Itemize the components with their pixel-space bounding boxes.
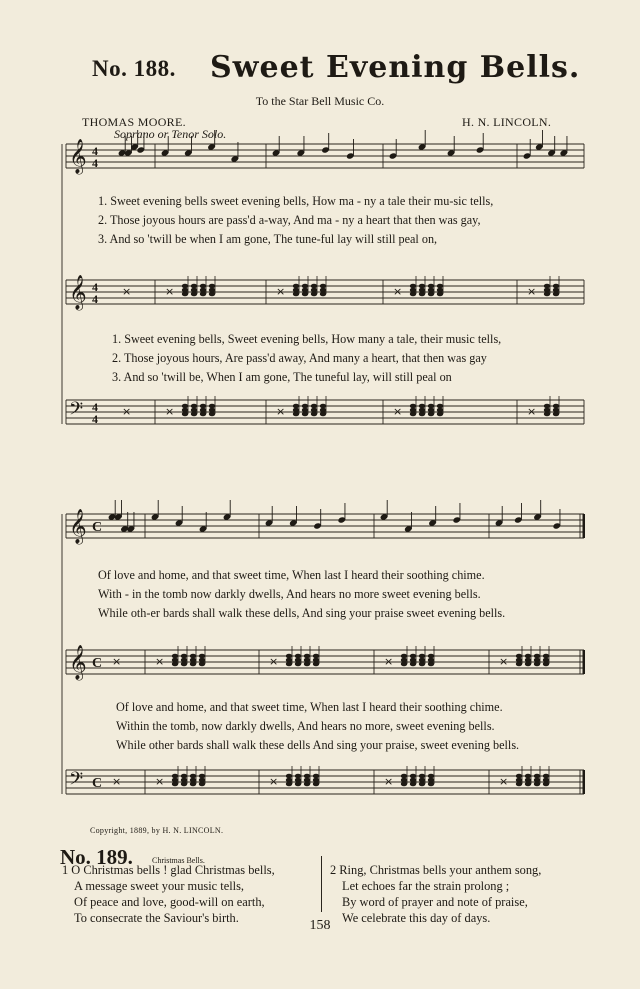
chord-note [516,654,522,659]
chord-note [401,658,407,663]
hymn-189-verse-1 [62,862,275,926]
chord-note [410,284,416,289]
chord-note [544,404,550,409]
rest-icon: × [112,655,122,668]
chord-note [428,782,434,787]
chord-note [286,782,292,787]
verse-line: We celebrate this day of days. [342,911,491,925]
chord-note [293,408,299,413]
chord-note [311,404,317,409]
verse-line: Let echoes far the strain prolong ; [342,879,510,893]
chord-note [516,778,522,783]
chord-note [200,408,206,413]
chord-note [401,778,407,783]
chord-note [544,408,550,413]
chord-note [181,778,187,783]
chord-note [428,778,434,783]
chord-note [191,292,197,297]
chord-note [320,288,326,293]
rest-icon: × [393,285,403,298]
chord-note [419,284,425,289]
lyric-line: 2. Those joyous hours are pass'd a-way, And ma - ny a heart that then was gay, [98,213,481,227]
chord-note [428,654,434,659]
chord-note [302,284,308,289]
chord-note [286,774,292,779]
chord-note [428,412,434,417]
hymn-189-number: No. 189. [60,845,133,869]
chord-note [172,774,178,779]
chord-note [516,662,522,667]
lyric-line: While oth-er bards shall walk these dells, And sing your praise sweet evening bells. [98,606,506,620]
chord-note [199,654,205,659]
chord-note [304,662,310,667]
chord-note [544,292,550,297]
chord-note [428,288,434,293]
lyric-line: Of love and home, and that sweet time, When last I heard their soothing chime. [98,568,485,582]
chord-note [437,288,443,293]
chord-note [311,288,317,293]
rest-icon: × [155,775,165,788]
lyric-line: Within the tomb, now darkly dwells, And hears no more, sweet evening bells. [116,719,495,733]
chord-note [172,654,178,659]
chord-note [553,412,559,417]
chord-note [304,782,310,787]
chord-note [302,288,308,293]
chord-note [190,778,196,783]
verse-line: A message sweet your music tells, [74,879,244,893]
chord-note [172,782,178,787]
chord-note [419,658,425,663]
system2-chorus-lyrics [116,698,519,755]
chord-note [172,662,178,667]
chord-note [295,774,301,779]
chord-note [182,284,188,289]
chord-note [182,404,188,409]
chord-note [311,284,317,289]
chord-note [304,778,310,783]
final-barline [583,514,586,538]
rest-icon: × [527,285,537,298]
chord-note [543,658,549,663]
composer-credit: H. N. LINCOLN. [462,115,552,129]
lyric-line: Of love and home, and that sweet time, When last I heard their soothing chime. [116,700,503,714]
chord-note [182,288,188,293]
chord-note [410,654,416,659]
chord-note [302,408,308,413]
chord-note [428,774,434,779]
chord-note [293,292,299,297]
chord-note [410,774,416,779]
chord-note [320,408,326,413]
chord-note [525,774,531,779]
chord-note [200,404,206,409]
chord-note [410,292,416,297]
chord-note [320,292,326,297]
chord-note [209,408,215,413]
chord-note [295,782,301,787]
lyric-line: 3. And so 'twill be when I am gone, The tune-ful lay will still peal on, [98,232,438,246]
chord-note [209,292,215,297]
rest-icon: × [499,775,509,788]
chord-note [313,654,319,659]
chord-note [182,412,188,417]
time-signature-bottom: 4 [92,156,98,170]
chord-note [190,774,196,779]
chord-note [293,288,299,293]
treble-clef-icon: 𝄞 [69,139,87,174]
poet-credit: THOMAS MOORE. [82,115,186,129]
page-number: 158 [309,918,331,933]
chord-note [410,778,416,783]
chord-note [181,774,187,779]
chord-note [182,292,188,297]
chord-note [437,404,443,409]
chord-note [199,778,205,783]
treble-clef-icon: 𝄞 [69,275,87,310]
chord-note [295,654,301,659]
time-signature-top: 4 [92,400,98,414]
chord-note [525,654,531,659]
rest-icon: × [155,655,165,668]
chord-note [181,658,187,663]
chord-note [190,654,196,659]
chord-note [200,284,206,289]
rest-icon: × [112,775,122,788]
chord-note [313,782,319,787]
chord-note [525,782,531,787]
chord-note [320,284,326,289]
rest-icon: × [165,405,175,418]
chord-note [534,658,540,663]
chord-note [191,288,197,293]
chord-note [419,782,425,787]
chord-note [419,288,425,293]
chord-note [191,284,197,289]
chord-note [410,404,416,409]
time-signature-bottom: 4 [92,412,98,426]
time-signature-bottom: 4 [92,292,98,306]
lyric-line: 2. Those joyous hours, Are pass'd away, And many a heart, that then was gay [112,351,487,365]
chord-note [311,408,317,413]
chord-note [544,288,550,293]
chord-note [181,662,187,667]
chord-note [200,292,206,297]
chord-note [209,288,215,293]
chord-note [428,408,434,413]
chord-note [428,658,434,663]
rest-icon: × [165,285,175,298]
rest-icon: × [122,285,132,298]
chord-note [543,774,549,779]
chord-note [293,412,299,417]
chord-note [437,408,443,413]
rest-icon: × [276,285,286,298]
chord-note [534,774,540,779]
system1-solo-lyrics [98,192,493,249]
chord-note [313,778,319,783]
rest-icon: × [384,655,394,668]
rest-icon: × [276,405,286,418]
chord-note [200,288,206,293]
rest-icon: × [269,655,279,668]
lyric-line: With - in the tomb now darkly dwells, And hears no more sweet evening bells. [98,587,481,601]
final-barline [583,650,586,674]
chord-note [410,782,416,787]
system1-chorus-lyrics [112,330,501,387]
chord-note [516,658,522,663]
chord-note [199,658,205,663]
bass-clef-icon: 𝄢 [69,769,84,794]
chord-note [200,412,206,417]
chord-note [419,292,425,297]
verse-line: By word of prayer and note of praise, [342,895,528,909]
chord-note [320,412,326,417]
chord-note [437,284,443,289]
hymn-189-subtitle: Christmas Bells. [152,856,205,865]
chord-note [320,404,326,409]
chord-note [534,654,540,659]
chord-note [191,408,197,413]
chord-note [543,654,549,659]
lyric-line: 1. Sweet evening bells, Sweet evening bells, How many a tale, their music tells, [112,332,502,346]
treble-clef-icon: 𝄞 [69,509,87,544]
chord-note [534,778,540,783]
chord-note [295,778,301,783]
verse-line: To consecrate the Saviour's birth. [74,911,239,925]
hymn-189-verse-2 [330,862,541,926]
chord-note [534,782,540,787]
common-time-icon: C [92,520,103,535]
chord-note [410,658,416,663]
chord-note [410,288,416,293]
hymn-number: No. 188. [92,56,176,81]
rest-icon: × [122,405,132,418]
chord-note [401,654,407,659]
chord-note [553,284,559,289]
chord-note [437,292,443,297]
chord-note [295,662,301,667]
chord-note [553,408,559,413]
chord-note [544,412,550,417]
chord-note [516,782,522,787]
chord-note [437,412,443,417]
chord-note [516,774,522,779]
chord-note [209,404,215,409]
lyric-line: 3. And so 'twill be, When I am gone, The tuneful lay, will still peal on [112,370,452,384]
chord-note [199,782,205,787]
rest-icon: × [393,405,403,418]
time-signature-top: 4 [92,280,98,294]
chord-note [419,654,425,659]
voice-note: Soprano or Tenor Solo. [114,127,227,141]
chord-note [182,408,188,413]
treble-clef-icon: 𝄞 [69,645,87,680]
rest-icon: × [499,655,509,668]
rest-icon: × [384,775,394,788]
chord-note [295,658,301,663]
lyric-line: While other bards shall walk these dells And sing your praise, sweet evening bells. [116,738,520,752]
chord-note [293,284,299,289]
chord-note [401,774,407,779]
chord-note [191,404,197,409]
chord-note [302,404,308,409]
chord-note [286,778,292,783]
time-signature-top: 4 [92,144,98,158]
chord-note [286,654,292,659]
chord-note [209,412,215,417]
chord-note [401,662,407,667]
chord-note [525,662,531,667]
chord-note [304,654,310,659]
chord-note [553,288,559,293]
chord-note [181,782,187,787]
chord-note [286,662,292,667]
chord-note [419,412,425,417]
chord-note [209,284,215,289]
chord-note [419,774,425,779]
chord-note [525,778,531,783]
chord-note [525,658,531,663]
chord-note [190,782,196,787]
chord-note [304,658,310,663]
chord-note [191,412,197,417]
chord-note [302,412,308,417]
chord-note [302,292,308,297]
chord-note [419,408,425,413]
verse-line: 2 Ring, Christmas bells your anthem song, [330,863,542,877]
chord-note [410,662,416,667]
chord-note [553,404,559,409]
chord-note [313,658,319,663]
chord-note [190,662,196,667]
chord-note [428,292,434,297]
chord-note [311,292,317,297]
chord-note [172,778,178,783]
hymn-title: Sweet Evening Bells. [210,50,581,85]
rest-icon: × [269,775,279,788]
chord-note [428,404,434,409]
dedication: To the Star Bell Music Co. [255,94,385,108]
lyric-line: 1. Sweet evening bells sweet evening bells, How ma - ny a tale their mu-sic tells, [98,194,494,208]
copyright-notice: Copyright, 1889, by H. N. LINCOLN. [90,826,224,835]
chord-note [410,412,416,417]
chord-note [286,658,292,663]
chord-note [534,662,540,667]
chord-note [199,662,205,667]
chord-note [401,782,407,787]
chord-note [419,404,425,409]
chord-note [419,662,425,667]
chord-note [419,778,425,783]
chord-note [181,654,187,659]
rest-icon: × [527,405,537,418]
common-time-icon: C [92,656,103,671]
verse-line: 1 O Christmas bells ! glad Christmas bells, [62,863,275,877]
chord-note [428,662,434,667]
chord-note [313,774,319,779]
chord-note [293,404,299,409]
chord-note [190,658,196,663]
chord-note [410,408,416,413]
verse-line: Of peace and love, good-will on earth, [74,895,265,909]
system2-solo-lyrics [98,566,505,623]
chord-note [544,284,550,289]
chord-note [543,662,549,667]
chord-note [543,778,549,783]
chord-note [553,292,559,297]
chord-note [304,774,310,779]
chord-note [199,774,205,779]
chord-note [543,782,549,787]
chord-note [313,662,319,667]
chord-note [172,658,178,663]
chord-note [311,412,317,417]
bass-clef-icon: 𝄢 [69,399,84,424]
common-time-icon: C [92,776,103,791]
verse-divider [321,856,322,912]
chord-note [428,284,434,289]
final-barline [583,770,586,794]
